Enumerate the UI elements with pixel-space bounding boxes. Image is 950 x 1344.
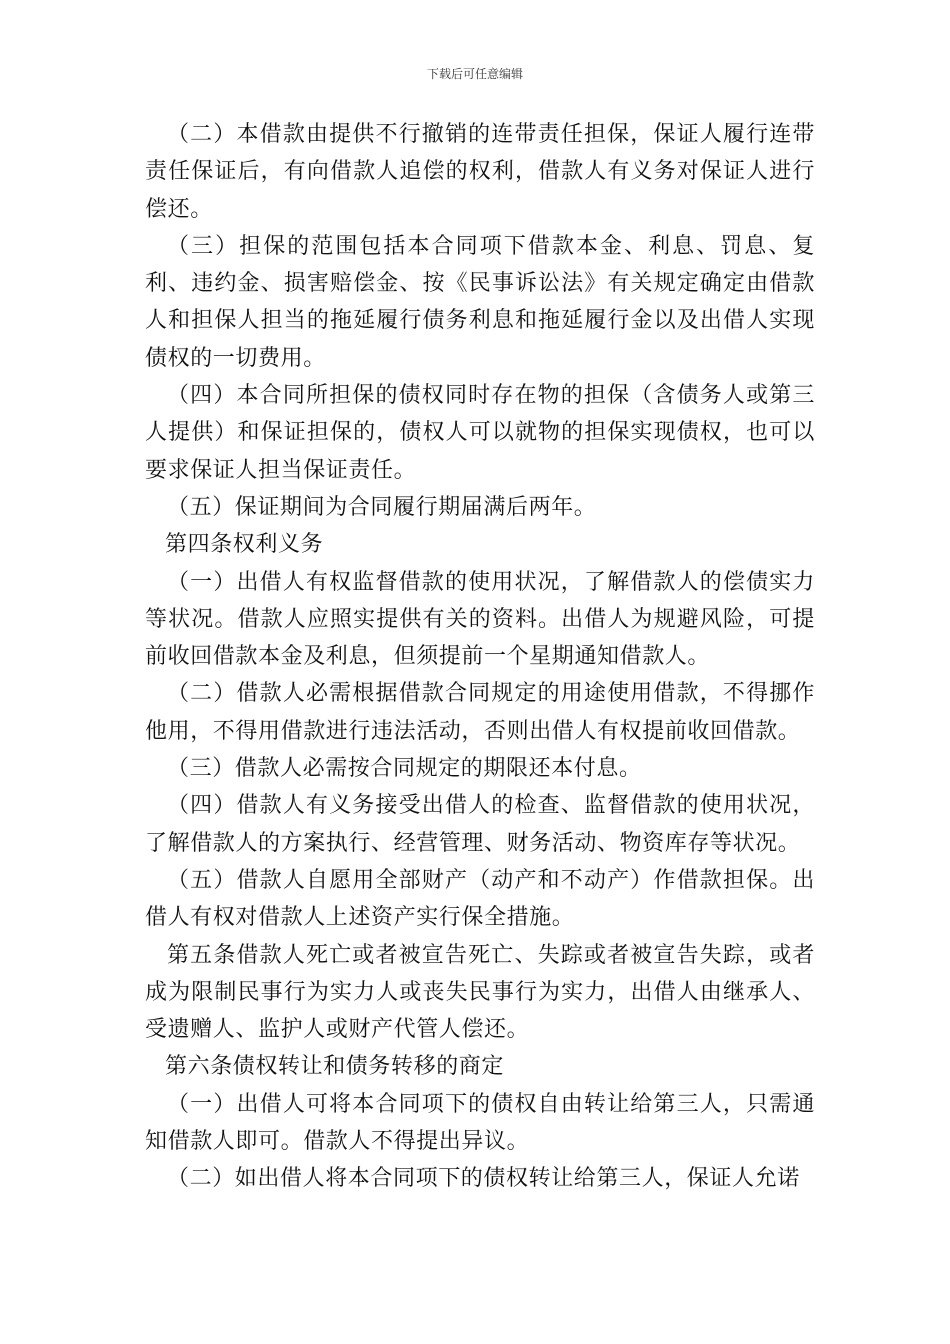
document-body: [145, 116, 815, 1198]
paragraph-guarantee-2: （二）本借款由提供不行撤销的连带责任担保，保证人履行连带责任保证后，有向借款人追偿的权利，借款人有义务对保证人进行偿还。: [145, 122, 815, 222]
paragraph-guarantee-5: （五）保证期间为合同履行期届满后两年。: [167, 494, 597, 520]
article-4-heading: 第四条权利义务: [165, 532, 324, 558]
paragraph-transfer-2: （二）如出借人将本合同项下的债权转让给第三人，保证人允诺: [167, 1166, 800, 1192]
page-header-note: 下载后可任意编辑: [426, 67, 523, 81]
paragraph-rights-1: （一）出借人有权监督借款的使用状况，了解借款人的偿债实力等状况。借款人应照实提供有关的资料。出借人为规避风险，可提前收回借款本金及利息，但须提前一个星期通知借款人。: [145, 569, 815, 670]
paragraph-transfer-1: （一）出借人可将本合同项下的债权自由转让给第三人，只需通知借款人即可。借款人不得提出异议。: [145, 1091, 815, 1155]
paragraph-rights-4: （四）借款人有义务接受出借人的检查、监督借款的使用状况，了解借款人的方案执行、经营管理、财务活动、物资库存等状况。: [145, 793, 815, 856]
paragraph-rights-5: （五）借款人自愿用全部财产（动产和不动产）作借款担保。出借人有权对借款人上述资产实行保全措施。: [145, 867, 815, 931]
article-5-paragraph: 第五条借款人死亡或者被宣告死亡、失踪或者被宣告失踪，或者成为限制民事行为实力人或丧失民事行为实力，出借人由继承人、受遗赠人、监护人或财产代管人偿还。: [145, 942, 815, 1043]
paragraph-guarantee-3: （三）担保的范围包括本合同项下借款本金、利息、罚息、复利、违约金、损害赔偿金、按《民事诉讼法》有关规定确定由借款人和担保人担当的拖延履行债务利息和拖延履行金以及出借人实现债权的一切费用。: [145, 233, 815, 371]
article-6-heading: 第六条债权转让和债务转移的商定: [165, 1054, 505, 1080]
paragraph-guarantee-4: （四）本合同所担保的债权同时存在物的担保（含债务人或第三人提供）和保证担保的，债权人可以就物的担保实现债权，也可以要求保证人担当保证责任。: [145, 383, 815, 483]
paragraph-rights-3: （三）借款人必需按合同规定的期限还本付息。: [167, 756, 642, 782]
paragraph-rights-2: （二）借款人必需根据借款合同规定的用途使用借款，不得挪作他用，不得用借款进行违法活动，否则出借人有权提前收回借款。: [145, 681, 815, 744]
